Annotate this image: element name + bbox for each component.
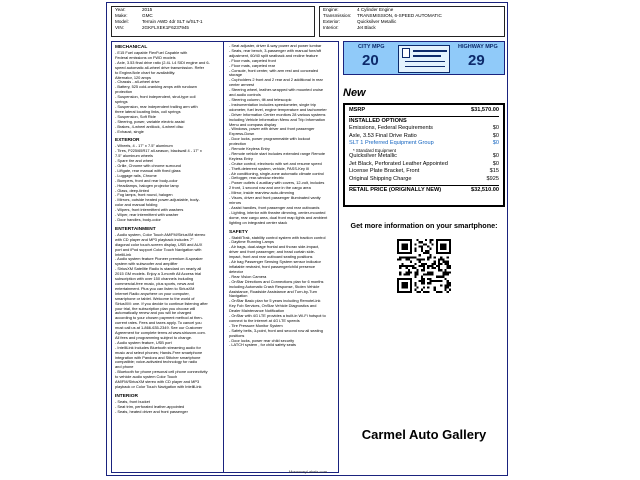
retail-price-value: $32,510.00 <box>471 186 499 193</box>
engine-key: Transmission: <box>323 13 352 18</box>
price-row-value: $0 <box>492 153 499 160</box>
feature-line: with CD player and MP3 playback includes 7" <box>115 236 194 242</box>
feature-line: - Driver Information Center monitors 28 various systems <box>229 111 326 117</box>
feature-line: - Audio system, Color Touch AM/FM/SiriusXM stereo <box>115 231 206 237</box>
fuel-pump-icon <box>402 48 410 58</box>
feature-line: - Console, front center, with arm rest and concealed <box>229 67 319 73</box>
feature-line: - Exhaust, single <box>115 128 144 134</box>
price-row-label: MSRP <box>349 107 366 113</box>
retail-price-label: RETAIL PRICE (ORIGINALLY NEW) <box>349 186 442 193</box>
feature-line: - Seat trim, perforated leather-appointed <box>115 403 185 409</box>
feature-line: to vehicle audio system Color Touch <box>115 374 178 380</box>
section-heading: SAFETY <box>229 229 248 235</box>
feature-line: - Luggage rails, Chrome <box>115 172 157 178</box>
engine-key: Interior: <box>323 25 339 30</box>
feature-line: - Air bags, dual-stage frontal and thorax side-impact, <box>229 244 320 250</box>
price-row <box>349 118 499 126</box>
price-row <box>349 153 499 161</box>
feature-line: - Cruise control, electronic with set and resume speed <box>229 160 322 166</box>
section-heading: INTERIOR <box>115 393 138 399</box>
feature-line: system with subwoofer and amplifier <box>115 261 178 267</box>
qr-code-icon[interactable] <box>397 239 451 293</box>
feature-line: dome, rear cargo area, dual front map lights and ambient <box>229 214 328 220</box>
feature-line: 2 front, 1 second row and one in the cargo area <box>229 185 311 191</box>
vehicle-value: Terrain AWD 4dr SLT w/SLT-1 <box>142 19 203 24</box>
feature-line: Keyless Entry <box>229 155 253 161</box>
feature-line: - Steering column, tilt and telescopic <box>229 96 292 102</box>
feature-line: - Mirrors, outside heated power-adjustable, body- <box>115 197 200 203</box>
section-heading: ENTERTAINMENT <box>115 226 156 232</box>
feature-line: - Floor mats, carpeted front <box>229 57 276 63</box>
feature-line: - Fog lamps, front round, halogen <box>115 192 173 198</box>
engine-value: Jet Black <box>357 25 376 30</box>
price-row-label: SLT 1 Preferred Equipment Group <box>349 140 434 147</box>
feature-line: - Daytime Running Lamps <box>229 239 274 245</box>
feature-line: must call us at 1-866-635-2349. See our Customer <box>115 325 203 331</box>
price-row <box>349 140 499 148</box>
feature-line: - SiriusXM Satellite Radio is standard on nearly all <box>115 266 202 272</box>
feature-line: - Door locks, power rear child security <box>229 337 295 343</box>
vehicle-info-box <box>111 6 315 37</box>
feature-line: - OnStar with 4G LTE provides a built-in Wi-Fi hotspot to <box>229 313 326 319</box>
feature-line: odometer, fuel level, engine temperature and tachometer <box>229 106 327 112</box>
feature-line: integration with Pandora and Stitcher smartphone <box>115 354 201 360</box>
price-row-value: $0 <box>492 140 499 147</box>
feature-line: lighting on integrated center stack <box>229 219 288 225</box>
feature-line: Assistance, Roadside Assistance and Turn-by-Turn <box>229 288 318 294</box>
divider <box>349 116 499 117</box>
feature-line: - Chassis - all-wheel drive <box>115 79 160 85</box>
feature-line: protection <box>229 141 247 147</box>
footer-credit: MonroneyLabels.com <box>288 469 328 474</box>
feature-line: - Spare tire and wheel <box>115 158 154 164</box>
feature-line: - Assist handles, front passenger and rear outboards <box>229 204 320 210</box>
feature-line: and phone <box>115 364 134 370</box>
price-row-label: INSTALLED OPTIONS <box>349 117 407 124</box>
feature-line: - Wheels, 4 - 17" x 7.5" aluminum <box>115 143 173 149</box>
engine-value: Quicksilver Metallic <box>357 19 397 24</box>
feature-line: - Seats, front bucket <box>115 398 150 404</box>
feature-line: - Seats, rear bench, 3-passenger with manual fore/aft <box>229 47 321 53</box>
vehicle-key: Year: <box>115 7 126 12</box>
feature-line: - Glass, deep-tinted <box>115 187 149 193</box>
feature-line: - Headlamps, halogen projector lamp <box>115 182 179 188</box>
feature-line: playback or Color Touch Navigation with IntelliLink <box>115 384 202 389</box>
vehicle-key: Model: <box>115 19 129 24</box>
feature-line: 7.5" aluminum wheels <box>115 153 153 159</box>
feature-line: adjustment, 60/40 split seatback and recline feature <box>229 52 318 58</box>
feature-line: IntelliLink <box>115 251 132 257</box>
price-row <box>349 168 499 176</box>
price-row-value: $925 <box>486 175 499 182</box>
feature-line: - Floor mats, carpeted rear <box>229 62 276 68</box>
feature-line: - Safety belts, 3-point, front and second row all seating <box>229 327 323 333</box>
feature-line: impact, front and rear outboard seating positions <box>229 254 313 260</box>
price-row <box>349 176 499 184</box>
vehicle-value: GMC <box>142 13 153 18</box>
feature-line: detector <box>229 268 244 274</box>
feature-line: Alternator, 120 amps <box>115 74 151 80</box>
price-row-label: Original Shipping Charge <box>349 175 412 182</box>
engine-value: TRANSMISSION, 6-SPEED AUTOMATIC <box>357 13 442 18</box>
feature-line: - Air bag Passenger Sensing System sensor indicator <box>229 259 321 265</box>
feature-line: - Audio system feature, USB port <box>115 339 172 345</box>
feature-line: - Liftgate, rear manual with fixed glass <box>115 167 181 173</box>
feature-line: according to your chosen payment method at then- <box>115 315 203 321</box>
feature-line: - E15 Fuel capable FlexFuel Capable with <box>115 50 188 55</box>
section-heading: MECHANICAL <box>115 45 148 50</box>
feature-line: including Vehicle Information Menu and Trip Information <box>229 116 326 122</box>
feature-line: - Rear Vision Camera <box>229 273 267 279</box>
feature-line: storage <box>229 72 242 78</box>
graphic-bar <box>413 55 441 57</box>
feature-line: positions <box>229 332 245 338</box>
city-mpg-label: CITY MPG <box>358 44 385 50</box>
feature-line: - Remote vehicle start includes extended range Remote <box>229 150 326 156</box>
price-row-label: Jet Black, Perforated Leather Appointed <box>349 160 448 167</box>
feature-line: - OnStar Directions and Connections plan for 6 months <box>229 278 324 284</box>
price-row-value: $31,570.00 <box>471 107 499 113</box>
vehicle-value: 2015 <box>142 7 153 12</box>
feature-line: - Suspension, front independent, strut-type coil <box>115 94 196 100</box>
feature-line: - Suspension, Soft Ride <box>115 113 156 119</box>
feature-line: Key Fob Services, OnStar Vehicle Diagnostics and <box>229 303 317 309</box>
feature-line: 2015 GM models. Enjoy a 3-month All Access trial <box>115 271 202 277</box>
price-row-label: License Plate Bracket, Front <box>349 168 420 175</box>
feature-line: and audio controls <box>229 92 261 98</box>
feature-line: - LATCH system , for child safety seats <box>229 342 296 348</box>
section-heading: EXTERIOR <box>115 138 140 144</box>
price-row-label: * Standard Equipment <box>353 147 396 153</box>
dealer-name: Carmel Auto Gallery <box>361 427 487 442</box>
feature-line: - Audio system feature Pioneer premium 8-speaker <box>115 256 203 262</box>
price-row-value: $0 <box>492 160 499 167</box>
feature-line: speed automatic all-wheel drive transmission. Refer <box>115 64 205 70</box>
feature-line: three lateral locating links, coil springs <box>115 108 181 114</box>
vehicle-row <box>112 25 314 31</box>
feature-line: port and iPod support Color Touch Navigation with <box>115 246 202 252</box>
feature-line: AM/FM/SiriusXM stereo with CD player and MP3 <box>115 379 200 385</box>
feature-line: SiriusXM: one. If you decide to continue listening after <box>115 300 208 306</box>
feature-line: - Door locks, power programmable with lockout <box>229 136 311 142</box>
smartphone-prompt: Get more information on your smartphone: <box>350 221 498 230</box>
feature-line: All fees and programming subject to change. <box>115 334 192 340</box>
feature-line: - Battery, 525 cold-cranking amps with rundown <box>115 84 197 90</box>
feature-line: music and select phones; Hands-Free smartphone <box>115 349 203 355</box>
engine-row <box>320 25 504 31</box>
feature-line: mirrors <box>229 200 242 205</box>
feature-line: springs <box>115 99 128 105</box>
feature-line: connect to the internet at 4G LTE speeds <box>229 317 300 323</box>
engine-key: Exterior: <box>323 19 341 24</box>
feature-line: your trial, the subscription plan you choose will <box>115 305 196 311</box>
city-mpg-value: 20 <box>362 52 379 69</box>
feature-line: inflatable restraint, front passenger/child presence <box>229 263 316 269</box>
graphic-bar <box>405 61 445 62</box>
feature-line: - Instrumentation includes speedometer, single trip <box>229 101 316 107</box>
feature-line: - Steering, power, variable electric assist <box>115 118 185 124</box>
feature-line: - Theft-deterrent system, vehicle, PASS-Key III <box>229 165 310 171</box>
price-row-label: Quicksilver Metallic <box>349 153 397 160</box>
feature-line: including Automatic Crash Response, Stolen Vehicle <box>229 283 320 289</box>
feature-line: - Remote Keyless Entry <box>229 146 270 152</box>
feature-line: Navigation <box>229 293 248 299</box>
feature-line: - OnStar Basic plan for 5 years including RemoteLink <box>229 298 321 304</box>
feature-line: - Steering wheel, leather-wrapped with mounted cruise <box>229 87 324 93</box>
retail-price-row <box>349 187 499 195</box>
feature-line: - Power outlets 4 auxiliary with covers, 12-volt, includes <box>229 180 325 186</box>
feature-line: - Windows, power with driver and front passenger <box>229 126 315 132</box>
price-row-value: $0 <box>492 132 499 139</box>
graphic-bar <box>405 66 445 67</box>
feature-line: Express-Down <box>229 131 255 137</box>
feature-line: - Grille, Chrome with chrome surround <box>115 163 181 169</box>
price-rows <box>349 107 499 184</box>
feature-line: - Door handles, body-color <box>115 217 161 222</box>
feature-line: diagonal color touch-screen display, USB and AUX <box>115 241 203 247</box>
feature-line: - Tires, P225/65R17 all-season, blackwall 4 - 17" x <box>115 148 202 154</box>
condition-label: New <box>343 87 366 99</box>
feature-line: - Axle, 3.53 final drive ratio (2.4L I-4 SIDI engine and 6- <box>115 59 210 65</box>
feature-line: to Engine/Axle chart for availability. <box>115 69 176 75</box>
feature-line: Menu and compass display <box>229 121 277 127</box>
engine-info-box <box>319 6 505 37</box>
feature-line: - Wipers, front intermittent with washers <box>115 207 184 213</box>
window-sticker <box>106 2 508 476</box>
price-row-value: $15 <box>489 168 499 175</box>
feature-line: smartphone or tablet. Welcome to the world of <box>115 295 195 301</box>
feature-line: current rates. Fees and taxes apply. To cancel you <box>115 320 202 326</box>
feature-line: protection <box>115 89 133 95</box>
feature-line: - Air conditioning, single-zone automatic climate control <box>229 170 324 176</box>
feature-line: compatible; voice-activated technology for radio <box>115 359 198 365</box>
price-box <box>343 103 505 207</box>
vehicle-key: VIN: <box>115 25 124 30</box>
feature-line: - Seat adjuster, driver 8-way power and power lumbar <box>229 43 322 48</box>
fuel-economy-graphic <box>398 45 450 73</box>
vehicle-key: Make: <box>115 13 128 18</box>
feature-line: Federal emissions on FWD models <box>115 54 176 60</box>
features-frame <box>111 41 339 473</box>
feature-line: commercial-free music, plus sports, news and <box>115 280 194 286</box>
feature-line: Dealer Maintenance Notification <box>229 308 285 314</box>
feature-line: - IntelliLink includes Bluetooth streaming audio for <box>115 344 201 350</box>
feature-line: automatically renew and you will be charged <box>115 310 192 316</box>
price-row <box>349 133 499 141</box>
fuel-economy-panel <box>343 41 505 75</box>
feature-line: - Lighting, interior with theatre dimming, center-mounted <box>229 209 326 215</box>
feature-line: subscription with over 150 channels including <box>115 276 194 282</box>
highway-mpg-label: HIGHWAY MPG <box>458 44 498 50</box>
feature-line: - Suspension, rear independent trailing arm with <box>115 103 198 109</box>
engine-value: 4 Cylinder Engine <box>357 7 394 12</box>
vehicle-value: 2GKFLXEK1F6237945 <box>142 25 189 30</box>
graphic-bar <box>413 50 447 52</box>
feature-line: - Brakes, 4-wheel antilock, 4-wheel disc <box>115 123 184 129</box>
feature-line: - Bumpers, front and rear body-color <box>115 177 178 183</box>
feature-line: color and manual folding <box>115 202 158 208</box>
feature-line: - Bluetooth for phone personal cell phone connectivity <box>115 369 208 375</box>
feature-line: center armrest <box>229 82 255 88</box>
feature-line: driver and front passenger; and head curtain side- <box>229 249 316 255</box>
feature-line: - Wiper, rear intermittent with washer <box>115 212 179 218</box>
features-column-2 <box>226 42 338 472</box>
feature-line: - StabiliTrak, stability control system with traction control <box>229 234 326 240</box>
price-row-value: $0 <box>492 125 499 132</box>
feature-line: - Tire Pressure Monitor System <box>229 322 283 328</box>
price-row-label: Axle, 3.53 Final Drive Ratio <box>349 132 417 139</box>
price-row <box>349 107 499 115</box>
price-row-label: Emissions, Federal Requirements <box>349 125 433 132</box>
feature-line: - Visors, driver and front passenger illuminated vanity <box>229 195 321 201</box>
features-column-1 <box>112 42 224 472</box>
feature-line: Agreement for complete terms at www.siriusxm.com. <box>115 330 206 336</box>
feature-line: entertainment. Plus you can listen to SiriusXM <box>115 285 195 291</box>
highway-mpg-value: 29 <box>468 52 485 69</box>
feature-line: Internet Radio anywhere on your computer, <box>115 290 190 296</box>
feature-line: - Mirror, inside rearview auto-dimming <box>229 190 295 196</box>
feature-line: - Defogger, rear-window electric <box>229 175 284 181</box>
price-row <box>349 161 499 169</box>
feature-line: - Seats, heated driver and front passenger <box>115 408 188 414</box>
divider <box>349 185 499 186</box>
feature-line: - Cupholders 2 front and 2 rear and 2 additional in rear <box>229 77 323 83</box>
engine-key: Engine: <box>323 7 339 12</box>
price-row <box>349 125 499 133</box>
